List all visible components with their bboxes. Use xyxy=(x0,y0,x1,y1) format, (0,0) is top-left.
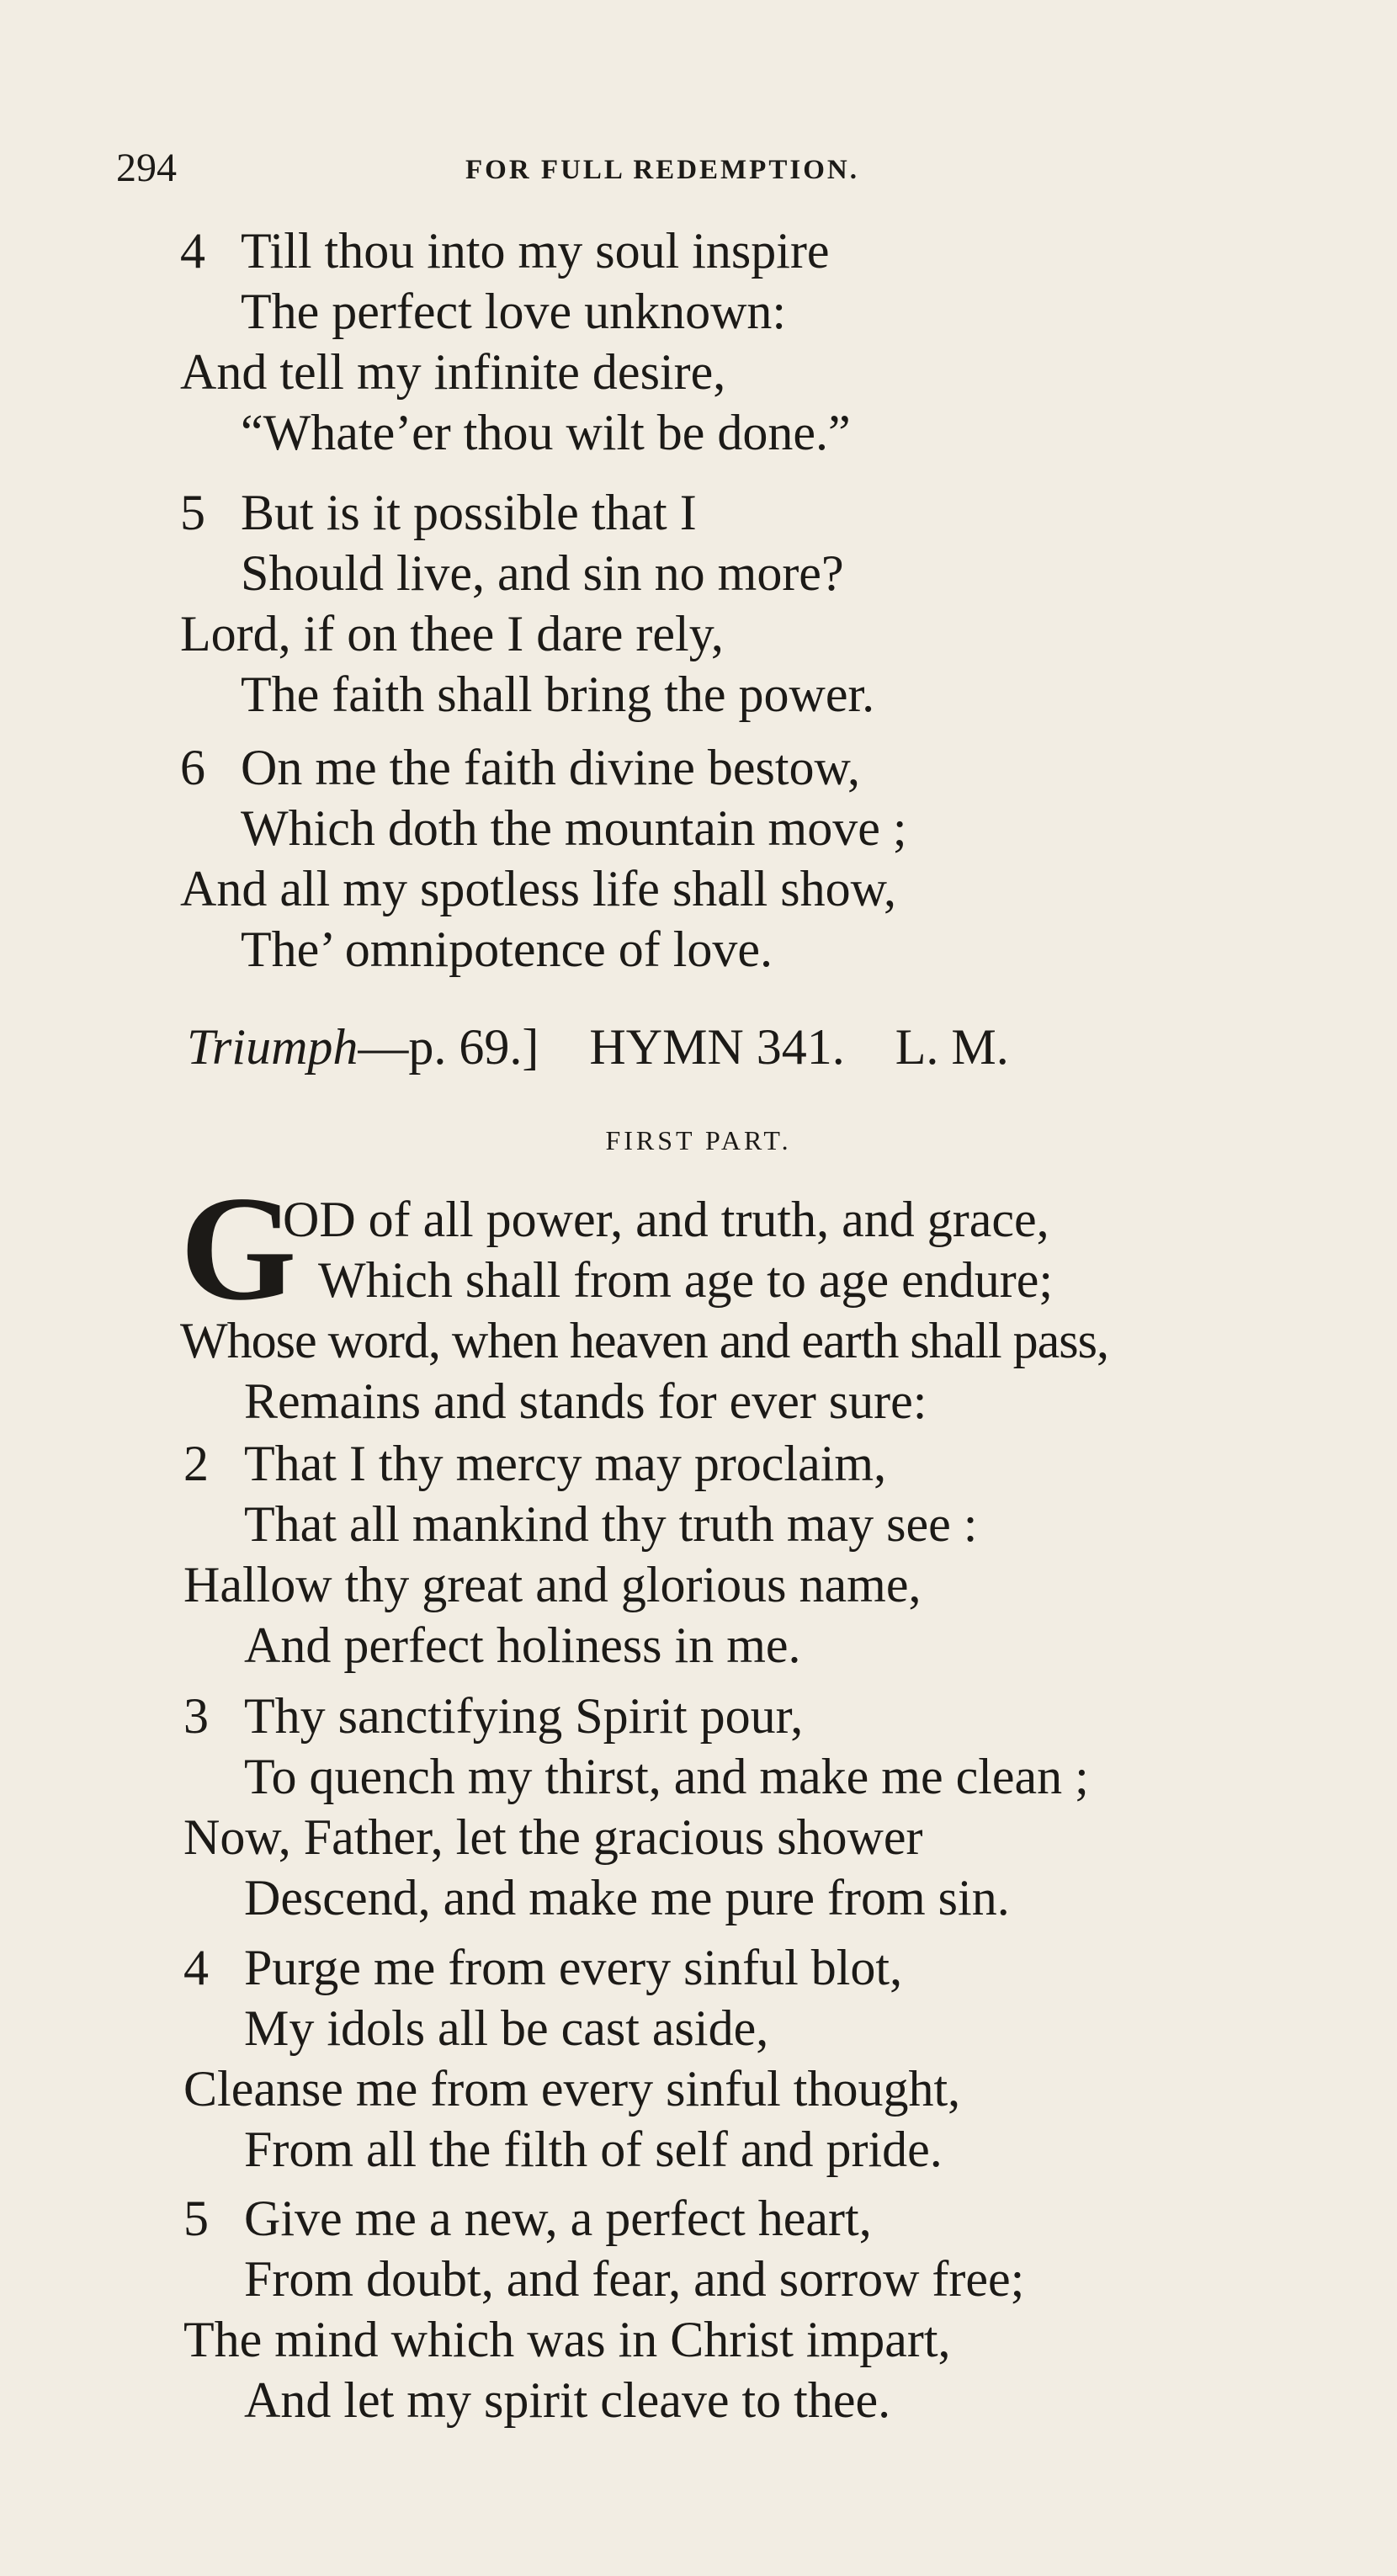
stanza-line: The faith shall bring the power. xyxy=(241,667,875,722)
stanza-line: 2 That I thy mercy may proclaim, xyxy=(183,1433,886,1494)
stanza-line: 3 Thy sanctifying Spirit pour, xyxy=(183,1686,803,1746)
stanza-line: OD of all power, and truth, and grace, xyxy=(283,1192,1049,1247)
stanza-line: The perfect love unknown: xyxy=(241,284,787,339)
stanza-line: Lord, if on thee I dare rely, xyxy=(180,606,724,661)
stanza-line: 5 Give me a new, a perfect heart, xyxy=(183,2188,872,2249)
stanza-line: And perfect holiness in me. xyxy=(244,1617,801,1673)
stanza-line: Should live, and sin no more? xyxy=(241,545,844,601)
stanza-line: That all mankind thy truth may see : xyxy=(244,1496,978,1552)
stanza-line: Remains and stands for ever sure: xyxy=(244,1373,927,1429)
stanza-line: And all my spotless life shall show, xyxy=(180,861,897,916)
tune-name: Triumph xyxy=(187,1019,359,1075)
running-head xyxy=(116,143,1008,194)
stanza-number: 3 xyxy=(183,1688,209,1744)
stanza-line: 5 But is it possible that I xyxy=(180,482,697,543)
stanza-line: 6 On me the faith divine bestow, xyxy=(180,737,860,798)
stanza-line: From doubt, and fear, and sorrow free; xyxy=(244,2251,1025,2307)
stanza-line: Hallow thy great and glorious name, xyxy=(183,1557,922,1612)
stanza-number: 5 xyxy=(183,2191,209,2246)
stanza-number: 6 xyxy=(180,740,205,795)
stanza-line: “Whate’er thou wilt be done.” xyxy=(241,405,851,460)
hymn-heading xyxy=(187,1017,1009,1077)
stanza-number: 4 xyxy=(183,1940,209,1995)
stanza-line: The’ omnipotence of love. xyxy=(241,922,773,977)
stanza-line: Cleanse me from every sinful thought, xyxy=(183,2061,961,2117)
page-number: 294 xyxy=(116,146,177,190)
stanza-line: And tell my infinite desire, xyxy=(180,344,726,400)
stanza-line: And let my spirit cleave to thee. xyxy=(244,2372,891,2428)
stanza-line: To quench my thirst, and make me clean ; xyxy=(244,1749,1089,1804)
hymn-label: HYMN 341. xyxy=(589,1019,845,1075)
stanza-line: Now, Father, let the gracious shower xyxy=(183,1809,923,1865)
stanza-line: Which shall from age to age endure; xyxy=(318,1252,1053,1308)
stanza-line: Descend, and make me pure from sin. xyxy=(244,1870,1010,1925)
stanza-line: My idols all be cast aside, xyxy=(244,2000,769,2056)
running-title: FOR FULL REDEMPTION. xyxy=(465,155,859,185)
part-heading: FIRST PART. xyxy=(605,1125,792,1155)
drop-cap: G xyxy=(180,1165,297,1331)
stanza-number: 5 xyxy=(180,485,205,540)
stanza-line: 4 Purge me from every sinful blot, xyxy=(183,1937,902,1998)
tune-page-ref: —p. 69.] xyxy=(358,1019,539,1075)
stanza-line: 4 Till thou into my soul inspire xyxy=(180,220,830,281)
hymn-meter: L. M. xyxy=(895,1019,1009,1075)
stanza-number: 4 xyxy=(180,223,205,279)
stanza-number: 2 xyxy=(183,1436,209,1491)
stanza-line: Whose word, when heaven and earth shall pass, xyxy=(180,1313,1108,1368)
stanza-line: The mind which was in Christ impart, xyxy=(183,2312,951,2367)
stanza-line: Which doth the mountain move ; xyxy=(241,800,907,856)
stanza-line: From all the filth of self and pride. xyxy=(244,2122,943,2177)
